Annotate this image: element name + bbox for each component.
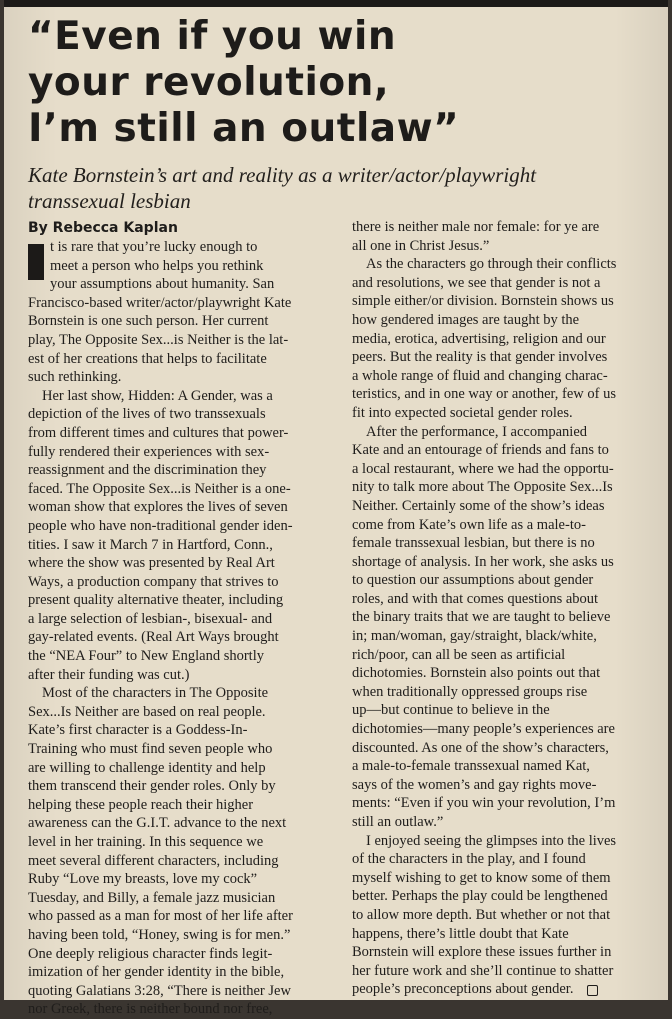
article-text-line: Training who must find seven people who bbox=[28, 741, 273, 758]
article-text-line: your assumptions about humanity. San bbox=[50, 276, 275, 293]
article-text-line: such rethinking. bbox=[28, 369, 122, 386]
article-text-line: a whole range of fluid and changing charac- bbox=[352, 367, 608, 384]
article-text-line: Francisco-based writer/actor/playwright Kate bbox=[28, 294, 292, 311]
article-text-line: nor Greek, there is neither bound nor free, bbox=[28, 1001, 273, 1018]
article-text-line: and resolutions, we see that gender is not a bbox=[352, 274, 601, 291]
article-text-line: present quality alternative theater, including bbox=[28, 592, 284, 609]
article-text-line: awareness can the G.I.T. advance to the next bbox=[28, 815, 287, 832]
article-text-line: est of her creations that helps to facilitate bbox=[28, 350, 267, 367]
article-text-line: I enjoyed seeing the glimpses into the lives bbox=[366, 832, 617, 849]
article-text-line: myself wishing to get to know some of them bbox=[352, 869, 611, 886]
end-mark-icon bbox=[587, 985, 598, 996]
article-text-line: discounted. As one of the show’s characters, bbox=[352, 739, 609, 756]
article-text-line: tities. I saw it March 7 in Hartford, Conn., bbox=[28, 536, 273, 553]
article-text-line: roles, and with that comes questions about bbox=[352, 590, 599, 607]
headline-line: your revolution, bbox=[28, 60, 390, 105]
article-text-line: happens, there’s little doubt that Kate bbox=[352, 925, 569, 942]
article-text-line: Bornstein is one such person. Her current bbox=[28, 313, 269, 330]
article-text-line: media, erotica, advertising, religion and our bbox=[352, 330, 606, 347]
article-text-line: them transcend their gender roles. Only by bbox=[28, 778, 276, 795]
article-text-line: dichotomies—many people’s experiences are bbox=[352, 721, 615, 738]
article-text-line: fit into expected societal gender roles. bbox=[352, 404, 573, 421]
article-text-line: woman show that explores the lives of seven bbox=[28, 499, 288, 516]
newspaper-page bbox=[4, 0, 668, 1018]
article-text-line: As the characters go through their conflicts bbox=[366, 256, 617, 273]
headline-line: I’m still an outlaw” bbox=[28, 106, 460, 151]
article-text-line: nity to talk more about The Opposite Sex...Is bbox=[352, 479, 613, 496]
article-text-line: Kate and an entourage of friends and fans to bbox=[352, 442, 609, 459]
article-text-line: dichotomies. Bornstein also points out that bbox=[352, 665, 601, 682]
byline: By Rebecca Kaplan bbox=[28, 220, 178, 236]
article-text-line: female transsexual lesbian, but there is no bbox=[352, 535, 595, 552]
article-text-line: After the performance, I accompanied bbox=[366, 423, 588, 440]
article-text-line: how gendered images are taught by the bbox=[352, 311, 580, 328]
article-text-line: gay-related events. (Real Art Ways brought bbox=[28, 629, 279, 646]
article-text-line: meet several different characters, including bbox=[28, 852, 279, 869]
article-text-line: Ways, a production company that strives to bbox=[28, 573, 279, 590]
article-text-line: people’s preconceptions about gender. bbox=[352, 980, 656, 999]
article-text-line: level in her training. In this sequence we bbox=[28, 834, 264, 850]
article-text-line: the binary traits that we are taught to believe bbox=[352, 609, 611, 626]
article-text-line: still an outlaw.” bbox=[352, 814, 444, 830]
article-text-line: depiction of the lives of two transsexuals bbox=[28, 406, 266, 423]
article-text-line: Bornstein will explore these issues further in bbox=[352, 944, 612, 961]
article-text-line: Kate’s first character is a Goddess-In- bbox=[28, 722, 248, 739]
article-text-line: when traditionally oppressed groups rise bbox=[352, 683, 588, 700]
article-text-line: all one in Christ Jesus.” bbox=[352, 237, 490, 254]
article-text-line: a large selection of lesbian-, bisexual- and bbox=[28, 610, 273, 627]
article-text-line: helping these people reach their higher bbox=[28, 796, 254, 813]
article-text-line: One deeply religious character finds legit- bbox=[28, 945, 273, 962]
article-text-line: fully rendered their experiences with sex- bbox=[28, 443, 270, 460]
article-text-line: Her last show, Hidden: A Gender, was a bbox=[42, 387, 273, 404]
article-text-line: ments: “Even if you win your revolution, I’m bbox=[352, 795, 616, 812]
article-text-line: where the show was presented by Real Art bbox=[28, 555, 275, 572]
article-text-line: Sex...Is Neither are based on real people. bbox=[28, 703, 266, 720]
article-text-line: says of the women’s and gay rights move- bbox=[352, 776, 597, 793]
article-text-line: t is rare that you’re lucky enough to bbox=[50, 239, 258, 255]
article-text-line: Tuesday, and Billy, a female jazz musician bbox=[28, 889, 276, 906]
drop-cap-i bbox=[28, 244, 44, 280]
article-text-line: people who have non-traditional gender iden- bbox=[28, 517, 293, 534]
headline bbox=[28, 14, 658, 152]
article-text-line: faced. The Opposite Sex...is Neither is a one- bbox=[28, 480, 291, 497]
article-text-line: a local restaurant, where we had the opportu- bbox=[352, 460, 614, 477]
article-text-line: to allow more depth. But whether or not that bbox=[352, 906, 611, 923]
article-text-line: reassignment and the discrimination they bbox=[28, 462, 267, 479]
article-text-line: her future work and she’ll continue to shatter bbox=[352, 962, 614, 979]
article-text-line: the “NEA Four” to New England shortly bbox=[28, 648, 264, 665]
subhead-line: Kate Bornstein’s art and reality as a writer/actor/playwright bbox=[28, 163, 537, 187]
article-text-line: having been told, “Honey, swing is for men.” bbox=[28, 926, 291, 943]
article-text-line: Most of the characters in The Opposite bbox=[42, 685, 269, 702]
article-text-line: up—but continue to believe in the bbox=[352, 702, 550, 719]
article-text-line: shortage of analysis. In her work, she asks us bbox=[352, 553, 614, 570]
article-text-line: meet a person who helps you rethink bbox=[50, 257, 264, 274]
article-text-line: are willing to challenge identity and help bbox=[28, 759, 266, 776]
article-text-line: from different times and cultures that power- bbox=[28, 424, 289, 441]
article-text-line: better. Perhaps the play could be lengthened bbox=[352, 888, 608, 905]
article-text-line: a male-to-female transsexual named Kat, bbox=[352, 758, 590, 775]
article-text-line: after their funding was cut.) bbox=[28, 666, 190, 683]
article-text-line: Ruby “Love my breasts, love my cock” bbox=[28, 871, 258, 888]
article-text-line: come from Kate’s own life as a male-to- bbox=[352, 516, 586, 533]
headline-line: “Even if you win bbox=[28, 14, 397, 59]
article-text-line: who passed as a man for most of her life after bbox=[28, 908, 293, 925]
article-text-line: imization of her gender identity in the bible, bbox=[28, 964, 285, 981]
article-text-line: there is neither male nor female: for ye are bbox=[352, 219, 600, 235]
article-text-line: simple either/or division. Bornstein shows us bbox=[352, 293, 614, 310]
article-text-line: rich/poor, can all be seen as artificial bbox=[352, 646, 566, 663]
article-text-line: to question our assumptions about gender bbox=[352, 572, 594, 589]
article-text-line: play, The Opposite Sex...is Neither is the lat- bbox=[28, 331, 289, 348]
article-column-right bbox=[352, 218, 656, 999]
article-text-line: teristics, and in one way or another, few of us bbox=[352, 386, 616, 403]
article-text-line: of the characters in the play, and I found bbox=[352, 851, 586, 868]
subheadline bbox=[28, 162, 658, 214]
subhead-line: transsexual lesbian bbox=[28, 189, 191, 213]
article-column-left bbox=[28, 238, 324, 1019]
article-text-line: peers. But the reality is that gender involves bbox=[352, 349, 608, 366]
top-rule bbox=[4, 0, 668, 7]
article-text-line: quoting Galatians 3:28, “There is neither Jew bbox=[28, 982, 291, 999]
article-text-line: Neither. Certainly some of the show’s ideas bbox=[352, 497, 605, 514]
article-text-line: in; man/woman, gay/straight, black/white, bbox=[352, 628, 597, 645]
